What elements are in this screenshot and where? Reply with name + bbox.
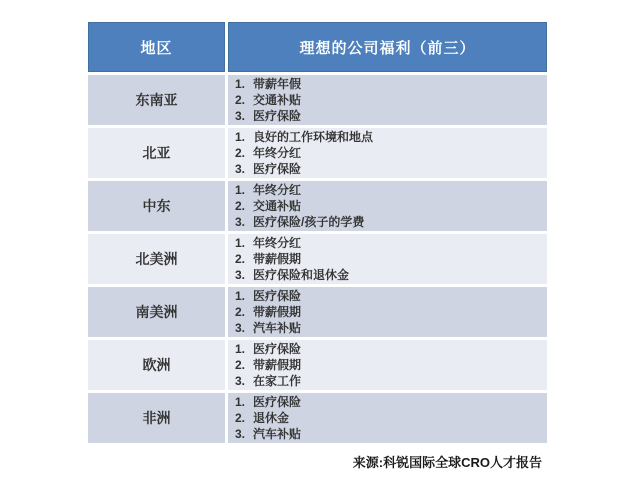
benefit-number: 2. bbox=[235, 358, 246, 372]
benefit-item bbox=[235, 304, 547, 320]
table-header-row bbox=[88, 22, 547, 72]
region-label: 欧洲 bbox=[88, 340, 225, 390]
benefit-item bbox=[235, 341, 547, 357]
benefit-item bbox=[235, 394, 547, 410]
benefit-item bbox=[235, 357, 547, 373]
benefit-label: 带薪假期 bbox=[253, 358, 302, 372]
benefit-number: 3. bbox=[235, 109, 246, 123]
benefit-number: 3. bbox=[235, 374, 246, 388]
benefit-item bbox=[235, 198, 547, 214]
benefit-number: 2. bbox=[235, 199, 246, 213]
benefit-label: 交通补贴 bbox=[253, 199, 302, 213]
region-label: 南美洲 bbox=[88, 287, 225, 337]
header-cell-benefits: 理想的公司福利（前三） bbox=[228, 22, 547, 72]
region-label: 东南亚 bbox=[88, 75, 225, 125]
benefit-number: 1. bbox=[235, 130, 246, 144]
benefit-item bbox=[235, 145, 547, 161]
benefit-label: 年终分红 bbox=[253, 236, 302, 250]
benefit-number: 1. bbox=[235, 183, 246, 197]
benefit-label: 带薪假期 bbox=[253, 252, 302, 266]
benefit-number: 1. bbox=[235, 77, 246, 91]
benefits-cell bbox=[228, 393, 547, 443]
benefit-label: 带薪年假 bbox=[253, 77, 302, 91]
benefit-item bbox=[235, 182, 547, 198]
table-row bbox=[88, 340, 547, 390]
benefit-label: 汽车补贴 bbox=[253, 427, 302, 441]
benefit-item bbox=[235, 129, 547, 145]
benefits-cell bbox=[228, 75, 547, 125]
benefit-label: 年终分红 bbox=[253, 146, 302, 160]
benefit-label: 汽车补贴 bbox=[253, 321, 302, 335]
benefit-item bbox=[235, 410, 547, 426]
benefits-cell bbox=[228, 128, 547, 178]
benefit-number: 1. bbox=[235, 236, 246, 250]
region-label: 北亚 bbox=[88, 128, 225, 178]
benefit-label: 医疗保险 bbox=[253, 289, 302, 303]
benefits-cell bbox=[228, 287, 547, 337]
benefit-number: 3. bbox=[235, 215, 246, 229]
benefit-number: 2. bbox=[235, 305, 246, 319]
benefit-number: 2. bbox=[235, 146, 246, 160]
benefit-number: 2. bbox=[235, 252, 246, 266]
benefit-item bbox=[235, 426, 547, 442]
benefit-item bbox=[235, 161, 547, 177]
benefit-item bbox=[235, 288, 547, 304]
benefit-label: 带薪假期 bbox=[253, 305, 302, 319]
region-label: 中东 bbox=[88, 181, 225, 231]
benefit-item bbox=[235, 76, 547, 92]
table-row bbox=[88, 181, 547, 231]
benefit-item bbox=[235, 235, 547, 251]
table-row bbox=[88, 393, 547, 443]
benefit-number: 3. bbox=[235, 162, 246, 176]
benefit-number: 1. bbox=[235, 395, 246, 409]
benefit-number: 2. bbox=[235, 411, 246, 425]
benefit-label: 医疗保险/孩子的学费 bbox=[253, 215, 365, 229]
benefits-cell bbox=[228, 340, 547, 390]
benefit-label: 医疗保险 bbox=[253, 342, 302, 356]
benefit-item bbox=[235, 92, 547, 108]
benefit-label: 医疗保险 bbox=[253, 109, 302, 123]
benefit-number: 2. bbox=[235, 93, 246, 107]
header-cell-region: 地区 bbox=[88, 22, 225, 72]
benefit-label: 医疗保险 bbox=[253, 162, 302, 176]
benefit-label: 年终分红 bbox=[253, 183, 302, 197]
source-note: 来源:科锐国际全球CRO人才报告 bbox=[352, 455, 542, 470]
region-label: 非洲 bbox=[88, 393, 225, 443]
benefit-number: 1. bbox=[235, 342, 246, 356]
benefit-item bbox=[235, 267, 547, 283]
benefit-number: 3. bbox=[235, 268, 246, 282]
benefit-item bbox=[235, 373, 547, 389]
benefit-label: 在家工作 bbox=[253, 374, 302, 388]
benefit-item bbox=[235, 108, 547, 124]
benefits-cell bbox=[228, 234, 547, 284]
benefit-label: 医疗保险和退休金 bbox=[253, 268, 350, 282]
benefit-number: 1. bbox=[235, 289, 246, 303]
benefit-label: 退休金 bbox=[253, 411, 290, 425]
table-row bbox=[88, 287, 547, 337]
table-row bbox=[88, 234, 547, 284]
benefit-number: 3. bbox=[235, 321, 246, 335]
benefit-label: 良好的工作环境和地点 bbox=[253, 130, 374, 144]
benefit-label: 医疗保险 bbox=[253, 395, 302, 409]
table-row bbox=[88, 75, 547, 125]
benefit-item bbox=[235, 251, 547, 267]
benefit-label: 交通补贴 bbox=[253, 93, 302, 107]
benefit-item bbox=[235, 320, 547, 336]
benefit-number: 3. bbox=[235, 427, 246, 441]
benefits-cell bbox=[228, 181, 547, 231]
table-row bbox=[88, 128, 547, 178]
region-label: 北美洲 bbox=[88, 234, 225, 284]
benefit-item bbox=[235, 214, 547, 230]
benefits-table bbox=[88, 22, 547, 446]
